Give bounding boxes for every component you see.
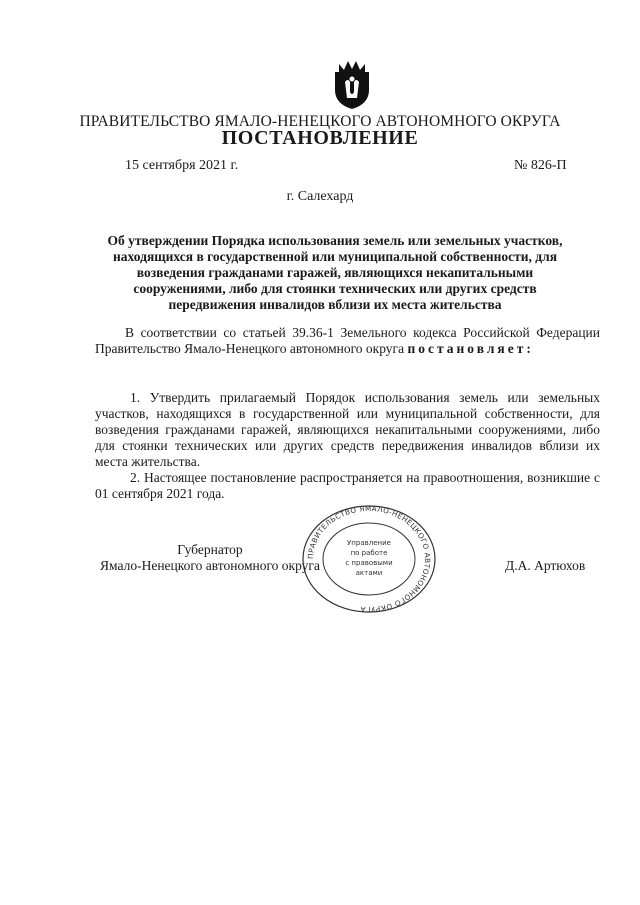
- item-1: 1. Утвердить прилагаемый Порядок использования земель или земельных участков, находящихся в государственной или муниципальной собственности, для возведения гражданами гаражей, являющихся некапитальными сооружениями, либо для стоянки технических или других средств передвижения инвалидов вблизи их места жительства.: [95, 390, 600, 469]
- stamp-ring-text: ПРАВИТЕЛЬСТВО ЯМАЛО-НЕНЕЦКОГО АВТОНОМНОГО ОКРУГА: [305, 504, 433, 614]
- official-stamp: [300, 504, 438, 614]
- document-number: № 826-П: [514, 158, 567, 173]
- stamp-inner-line: по работе: [350, 549, 388, 557]
- item-2: 2. Настоящее постановление распространяется на правоотношения, возникшие с 01 сентября 2021 года.: [95, 470, 600, 501]
- title-line: передвижения инвалидов вблизи их места жительства: [168, 297, 502, 312]
- coat-of-arms-icon: [331, 58, 373, 110]
- title-line: находящихся в государственной или муниципальной собственности, для: [112, 249, 557, 264]
- organization-name: ПРАВИТЕЛЬСТВО ЯМАЛО-НЕНЕЦКОГО АВТОНОМНОГО ОКРУГА: [79, 113, 561, 130]
- document-type: ПОСТАНОВЛЕНИЕ: [221, 127, 419, 149]
- signer-position-line: Губернатор: [177, 542, 243, 557]
- title-line: возведения гражданами гаражей, являющихся некапитальными: [136, 265, 534, 280]
- signer-position-line: Ямало-Ненецкого автономного округа: [100, 558, 320, 573]
- stamp-inner-line: Управление: [347, 539, 391, 547]
- title-line: Об утверждении Порядка использования земель или земельных участков,: [107, 233, 563, 248]
- decree-word: постановляет:: [407, 341, 534, 356]
- signer-position: [95, 542, 325, 574]
- document-date: 15 сентября 2021 г.: [125, 158, 239, 173]
- title-line: сооружениями, либо для стоянки технических или других средств: [133, 281, 537, 296]
- preamble-text: В соответствии со статьей 39.36-1 Земельного кодекса Российской Федерации Правительство Ямало-Ненецкого автономного округа: [95, 325, 600, 356]
- signer-name: Д.А. Артюхов: [505, 558, 586, 573]
- stamp-inner-line: с правовыми: [345, 559, 393, 567]
- document-city: г. Салехард: [286, 189, 354, 204]
- document-title: [100, 233, 570, 313]
- preamble-paragraph: [95, 325, 600, 357]
- stamp-inner-line: актами: [355, 569, 383, 577]
